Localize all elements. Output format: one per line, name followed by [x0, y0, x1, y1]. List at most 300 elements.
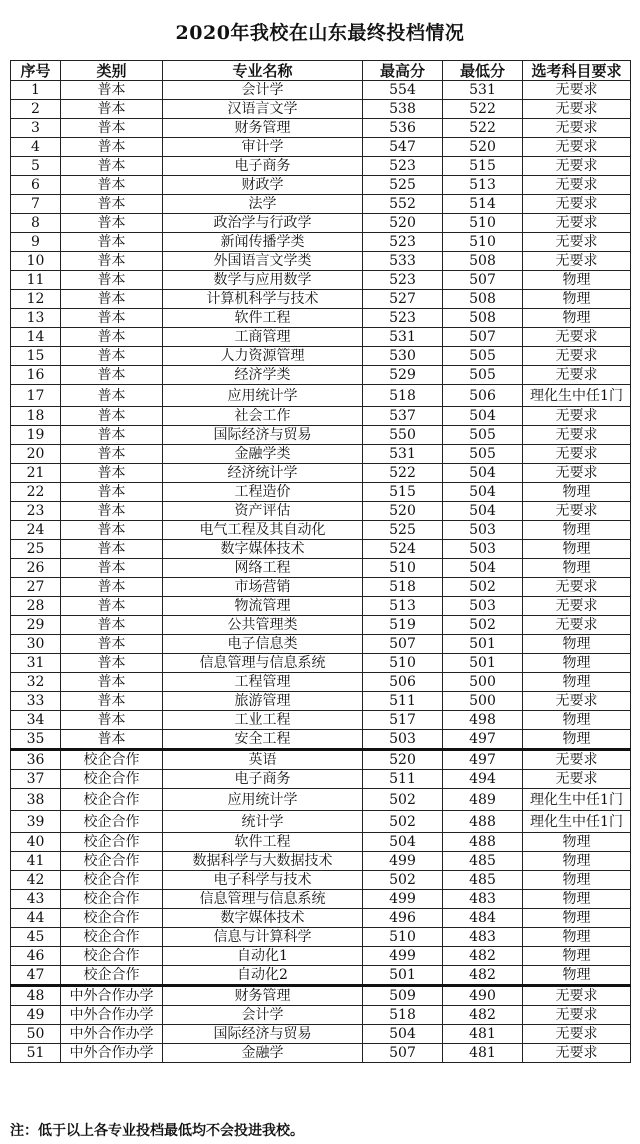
cell-major: 国际经济与贸易: [163, 1025, 363, 1044]
cell-index: 22: [11, 483, 61, 502]
cell-subject-requirement: 无要求: [523, 176, 631, 195]
cell-index: 19: [11, 426, 61, 445]
cell-index: 44: [11, 909, 61, 928]
table-row: [11, 597, 631, 616]
cell-subject-requirement: 理化生中任1门: [523, 385, 631, 407]
cell-min-score: 483: [443, 928, 523, 947]
table-row: [11, 483, 631, 502]
cell-max-score: 519: [363, 616, 443, 635]
cell-index: 29: [11, 616, 61, 635]
header-index: 序号: [11, 61, 61, 81]
table-row: [11, 852, 631, 871]
cell-subject-requirement: 无要求: [523, 692, 631, 711]
cell-min-score: 504: [443, 407, 523, 426]
table-row: [11, 100, 631, 119]
cell-index: 10: [11, 252, 61, 271]
cell-major: 信息与计算科学: [163, 928, 363, 947]
cell-category: 普本: [61, 119, 163, 138]
cell-subject-requirement: 物理: [523, 909, 631, 928]
table-row: [11, 138, 631, 157]
cell-major: 财务管理: [163, 119, 363, 138]
cell-min-score: 483: [443, 890, 523, 909]
cell-subject-requirement: 无要求: [523, 138, 631, 157]
cell-subject-requirement: 无要求: [523, 252, 631, 271]
cell-max-score: 531: [363, 445, 443, 464]
cell-category: 普本: [61, 597, 163, 616]
table-row: [11, 966, 631, 986]
cell-category: 普本: [61, 347, 163, 366]
cell-max-score: 523: [363, 233, 443, 252]
cell-min-score: 503: [443, 540, 523, 559]
cell-index: 7: [11, 195, 61, 214]
table-row: [11, 673, 631, 692]
cell-min-score: 508: [443, 309, 523, 328]
cell-category: 中外合作办学: [61, 1044, 163, 1063]
cell-index: 41: [11, 852, 61, 871]
cell-category: 普本: [61, 540, 163, 559]
cell-major: 政治学与行政学: [163, 214, 363, 233]
cell-min-score: 501: [443, 654, 523, 673]
cell-category: 普本: [61, 81, 163, 100]
admission-table-container: [10, 60, 630, 1063]
cell-max-score: 511: [363, 692, 443, 711]
cell-major: 法学: [163, 195, 363, 214]
header-min-score: 最低分: [443, 61, 523, 81]
cell-major: 审计学: [163, 138, 363, 157]
cell-category: 校企合作: [61, 811, 163, 833]
cell-category: 普本: [61, 559, 163, 578]
cell-max-score: 527: [363, 290, 443, 309]
cell-min-score: 504: [443, 483, 523, 502]
table-row: [11, 445, 631, 464]
footnote: 注：低于以上各专业投档最低均不会投进我校。: [10, 1123, 304, 1139]
cell-max-score: 507: [363, 1044, 443, 1063]
cell-index: 15: [11, 347, 61, 366]
cell-min-score: 504: [443, 502, 523, 521]
cell-max-score: 510: [363, 928, 443, 947]
cell-subject-requirement: 无要求: [523, 100, 631, 119]
cell-major: 软件工程: [163, 309, 363, 328]
cell-subject-requirement: 无要求: [523, 502, 631, 521]
cell-major: 安全工程: [163, 730, 363, 750]
cell-max-score: 552: [363, 195, 443, 214]
cell-category: 校企合作: [61, 833, 163, 852]
cell-index: 17: [11, 385, 61, 407]
cell-min-score: 488: [443, 833, 523, 852]
cell-index: 49: [11, 1006, 61, 1025]
cell-min-score: 522: [443, 119, 523, 138]
cell-max-score: 547: [363, 138, 443, 157]
cell-major: 数据科学与大数据技术: [163, 852, 363, 871]
cell-min-score: 507: [443, 328, 523, 347]
cell-category: 普本: [61, 673, 163, 692]
cell-major: 电气工程及其自动化: [163, 521, 363, 540]
table-row: [11, 81, 631, 100]
table-row: [11, 233, 631, 252]
cell-category: 校企合作: [61, 947, 163, 966]
cell-subject-requirement: 物理: [523, 890, 631, 909]
cell-index: 36: [11, 750, 61, 770]
cell-max-score: 550: [363, 426, 443, 445]
cell-min-score: 502: [443, 578, 523, 597]
cell-major: 电子商务: [163, 157, 363, 176]
cell-min-score: 482: [443, 947, 523, 966]
cell-subject-requirement: 无要求: [523, 445, 631, 464]
cell-min-score: 510: [443, 233, 523, 252]
cell-max-score: 507: [363, 635, 443, 654]
cell-max-score: 518: [363, 385, 443, 407]
cell-max-score: 523: [363, 309, 443, 328]
table-row: [11, 890, 631, 909]
cell-major: 网络工程: [163, 559, 363, 578]
cell-subject-requirement: 物理: [523, 290, 631, 309]
cell-index: 39: [11, 811, 61, 833]
cell-min-score: 504: [443, 559, 523, 578]
cell-category: 普本: [61, 407, 163, 426]
cell-index: 30: [11, 635, 61, 654]
cell-min-score: 510: [443, 214, 523, 233]
cell-subject-requirement: 物理: [523, 309, 631, 328]
cell-category: 普本: [61, 502, 163, 521]
cell-max-score: 499: [363, 890, 443, 909]
cell-min-score: 485: [443, 852, 523, 871]
table-row: [11, 789, 631, 811]
cell-index: 47: [11, 966, 61, 986]
cell-subject-requirement: 理化生中任1门: [523, 811, 631, 833]
cell-min-score: 484: [443, 909, 523, 928]
cell-subject-requirement: 物理: [523, 730, 631, 750]
cell-max-score: 523: [363, 157, 443, 176]
cell-subject-requirement: 无要求: [523, 578, 631, 597]
cell-category: 普本: [61, 445, 163, 464]
table-row: [11, 871, 631, 890]
cell-min-score: 494: [443, 770, 523, 789]
cell-major: 计算机科学与技术: [163, 290, 363, 309]
cell-index: 1: [11, 81, 61, 100]
cell-subject-requirement: 无要求: [523, 750, 631, 770]
cell-index: 26: [11, 559, 61, 578]
cell-major: 会计学: [163, 81, 363, 100]
cell-subject-requirement: 无要求: [523, 770, 631, 789]
cell-subject-requirement: 无要求: [523, 464, 631, 483]
cell-min-score: 520: [443, 138, 523, 157]
cell-max-score: 509: [363, 986, 443, 1006]
cell-major: 数字媒体技术: [163, 909, 363, 928]
cell-major: 电子商务: [163, 770, 363, 789]
cell-subject-requirement: 无要求: [523, 214, 631, 233]
cell-max-score: 524: [363, 540, 443, 559]
cell-min-score: 505: [443, 445, 523, 464]
cell-major: 物流管理: [163, 597, 363, 616]
cell-major: 财务管理: [163, 986, 363, 1006]
cell-max-score: 502: [363, 871, 443, 890]
cell-index: 37: [11, 770, 61, 789]
cell-major: 新闻传播学类: [163, 233, 363, 252]
cell-subject-requirement: 无要求: [523, 597, 631, 616]
table-row: [11, 635, 631, 654]
cell-max-score: 504: [363, 1025, 443, 1044]
cell-major: 资产评估: [163, 502, 363, 521]
cell-index: 31: [11, 654, 61, 673]
table-row: [11, 157, 631, 176]
cell-major: 人力资源管理: [163, 347, 363, 366]
cell-category: 普本: [61, 271, 163, 290]
cell-max-score: 522: [363, 464, 443, 483]
table-body: [11, 81, 631, 1063]
cell-max-score: 510: [363, 559, 443, 578]
cell-category: 校企合作: [61, 852, 163, 871]
cell-major: 社会工作: [163, 407, 363, 426]
cell-major: 金融学类: [163, 445, 363, 464]
cell-subject-requirement: 无要求: [523, 986, 631, 1006]
cell-subject-requirement: 无要求: [523, 157, 631, 176]
cell-max-score: 525: [363, 176, 443, 195]
cell-index: 2: [11, 100, 61, 119]
cell-max-score: 499: [363, 852, 443, 871]
cell-category: 普本: [61, 366, 163, 385]
cell-index: 24: [11, 521, 61, 540]
cell-min-score: 505: [443, 426, 523, 445]
table-row: [11, 385, 631, 407]
cell-max-score: 530: [363, 347, 443, 366]
table-row: [11, 616, 631, 635]
table-row: [11, 214, 631, 233]
table-row: [11, 1044, 631, 1063]
cell-min-score: 531: [443, 81, 523, 100]
cell-major: 汉语言文学: [163, 100, 363, 119]
table-row: [11, 559, 631, 578]
cell-max-score: 536: [363, 119, 443, 138]
cell-max-score: 518: [363, 1006, 443, 1025]
cell-major: 数学与应用数学: [163, 271, 363, 290]
cell-index: 16: [11, 366, 61, 385]
cell-max-score: 499: [363, 947, 443, 966]
cell-min-score: 497: [443, 750, 523, 770]
cell-max-score: 529: [363, 366, 443, 385]
cell-index: 34: [11, 711, 61, 730]
cell-min-score: 497: [443, 730, 523, 750]
cell-index: 5: [11, 157, 61, 176]
cell-subject-requirement: 无要求: [523, 347, 631, 366]
cell-major: 工商管理: [163, 328, 363, 347]
cell-subject-requirement: 无要求: [523, 328, 631, 347]
cell-category: 普本: [61, 328, 163, 347]
cell-max-score: 531: [363, 328, 443, 347]
cell-subject-requirement: 无要求: [523, 1025, 631, 1044]
cell-major: 经济学类: [163, 366, 363, 385]
cell-category: 校企合作: [61, 770, 163, 789]
cell-category: 普本: [61, 521, 163, 540]
cell-max-score: 504: [363, 833, 443, 852]
cell-category: 普本: [61, 138, 163, 157]
cell-major: 工程造价: [163, 483, 363, 502]
cell-max-score: 502: [363, 811, 443, 833]
cell-subject-requirement: 无要求: [523, 233, 631, 252]
cell-major: 信息管理与信息系统: [163, 890, 363, 909]
cell-min-score: 513: [443, 176, 523, 195]
cell-category: 校企合作: [61, 789, 163, 811]
cell-category: 普本: [61, 635, 163, 654]
header-category: 类别: [61, 61, 163, 81]
cell-category: 普本: [61, 100, 163, 119]
cell-max-score: 518: [363, 578, 443, 597]
table-row: [11, 119, 631, 138]
cell-min-score: 498: [443, 711, 523, 730]
cell-max-score: 523: [363, 271, 443, 290]
cell-major: 工程管理: [163, 673, 363, 692]
cell-index: 45: [11, 928, 61, 947]
cell-category: 普本: [61, 711, 163, 730]
cell-category: 普本: [61, 195, 163, 214]
header-max-score: 最高分: [363, 61, 443, 81]
cell-major: 公共管理类: [163, 616, 363, 635]
cell-index: 11: [11, 271, 61, 290]
cell-major: 电子科学与技术: [163, 871, 363, 890]
table-row: [11, 176, 631, 195]
cell-index: 20: [11, 445, 61, 464]
cell-major: 电子信息类: [163, 635, 363, 654]
cell-category: 中外合作办学: [61, 986, 163, 1006]
table-row: [11, 521, 631, 540]
cell-index: 28: [11, 597, 61, 616]
cell-subject-requirement: 物理: [523, 928, 631, 947]
table-row: [11, 750, 631, 770]
cell-max-score: 538: [363, 100, 443, 119]
cell-max-score: 511: [363, 770, 443, 789]
cell-subject-requirement: 物理: [523, 271, 631, 290]
cell-category: 普本: [61, 176, 163, 195]
cell-category: 校企合作: [61, 871, 163, 890]
cell-category: 校企合作: [61, 890, 163, 909]
cell-index: 23: [11, 502, 61, 521]
cell-min-score: 515: [443, 157, 523, 176]
cell-min-score: 482: [443, 966, 523, 986]
cell-category: 普本: [61, 309, 163, 328]
table-row: [11, 770, 631, 789]
cell-min-score: 488: [443, 811, 523, 833]
cell-max-score: 506: [363, 673, 443, 692]
table-row: [11, 195, 631, 214]
cell-subject-requirement: 物理: [523, 947, 631, 966]
cell-category: 校企合作: [61, 909, 163, 928]
cell-index: 48: [11, 986, 61, 1006]
table-row: [11, 328, 631, 347]
cell-subject-requirement: 物理: [523, 833, 631, 852]
cell-min-score: 514: [443, 195, 523, 214]
cell-index: 25: [11, 540, 61, 559]
table-header-row: [11, 61, 631, 81]
table-row: [11, 928, 631, 947]
table-row: [11, 464, 631, 483]
cell-max-score: 517: [363, 711, 443, 730]
cell-major: 自动化1: [163, 947, 363, 966]
cell-major: 数字媒体技术: [163, 540, 363, 559]
cell-min-score: 504: [443, 464, 523, 483]
cell-index: 35: [11, 730, 61, 750]
cell-min-score: 503: [443, 521, 523, 540]
cell-category: 普本: [61, 464, 163, 483]
cell-min-score: 501: [443, 635, 523, 654]
cell-index: 6: [11, 176, 61, 195]
cell-index: 43: [11, 890, 61, 909]
cell-major: 外国语言文学类: [163, 252, 363, 271]
cell-index: 12: [11, 290, 61, 309]
cell-category: 普本: [61, 252, 163, 271]
cell-category: 校企合作: [61, 750, 163, 770]
cell-max-score: 537: [363, 407, 443, 426]
cell-major: 英语: [163, 750, 363, 770]
cell-subject-requirement: 物理: [523, 711, 631, 730]
cell-category: 普本: [61, 578, 163, 597]
table-row: [11, 290, 631, 309]
cell-category: 普本: [61, 654, 163, 673]
cell-min-score: 490: [443, 986, 523, 1006]
cell-subject-requirement: 无要求: [523, 1006, 631, 1025]
cell-subject-requirement: 物理: [523, 852, 631, 871]
cell-max-score: 515: [363, 483, 443, 502]
cell-max-score: 520: [363, 214, 443, 233]
cell-index: 46: [11, 947, 61, 966]
table-row: [11, 833, 631, 852]
cell-index: 42: [11, 871, 61, 890]
cell-max-score: 503: [363, 730, 443, 750]
cell-max-score: 520: [363, 750, 443, 770]
table-row: [11, 407, 631, 426]
cell-major: 应用统计学: [163, 789, 363, 811]
cell-subject-requirement: 无要求: [523, 195, 631, 214]
cell-subject-requirement: 无要求: [523, 81, 631, 100]
cell-major: 软件工程: [163, 833, 363, 852]
cell-subject-requirement: 无要求: [523, 616, 631, 635]
table-row: [11, 811, 631, 833]
cell-index: 50: [11, 1025, 61, 1044]
cell-min-score: 505: [443, 366, 523, 385]
cell-subject-requirement: 无要求: [523, 119, 631, 138]
cell-subject-requirement: 物理: [523, 521, 631, 540]
table-row: [11, 347, 631, 366]
cell-index: 4: [11, 138, 61, 157]
header-major: 专业名称: [163, 61, 363, 81]
cell-category: 普本: [61, 692, 163, 711]
cell-index: 27: [11, 578, 61, 597]
cell-major: 市场营销: [163, 578, 363, 597]
cell-major: 统计学: [163, 811, 363, 833]
cell-category: 普本: [61, 616, 163, 635]
cell-min-score: 503: [443, 597, 523, 616]
cell-index: 3: [11, 119, 61, 138]
cell-major: 应用统计学: [163, 385, 363, 407]
cell-index: 18: [11, 407, 61, 426]
table-row: [11, 578, 631, 597]
cell-max-score: 525: [363, 521, 443, 540]
table-row: [11, 271, 631, 290]
cell-max-score: 554: [363, 81, 443, 100]
cell-subject-requirement: 理化生中任1门: [523, 789, 631, 811]
table-row: [11, 692, 631, 711]
cell-subject-requirement: 物理: [523, 559, 631, 578]
cell-subject-requirement: 无要求: [523, 1044, 631, 1063]
cell-min-score: 485: [443, 871, 523, 890]
cell-category: 普本: [61, 157, 163, 176]
table-row: [11, 366, 631, 385]
table-row: [11, 986, 631, 1006]
cell-min-score: 500: [443, 673, 523, 692]
table-row: [11, 654, 631, 673]
header-subject-requirement: 选考科目要求: [523, 61, 631, 81]
table-row: [11, 730, 631, 750]
cell-min-score: 489: [443, 789, 523, 811]
cell-min-score: 506: [443, 385, 523, 407]
